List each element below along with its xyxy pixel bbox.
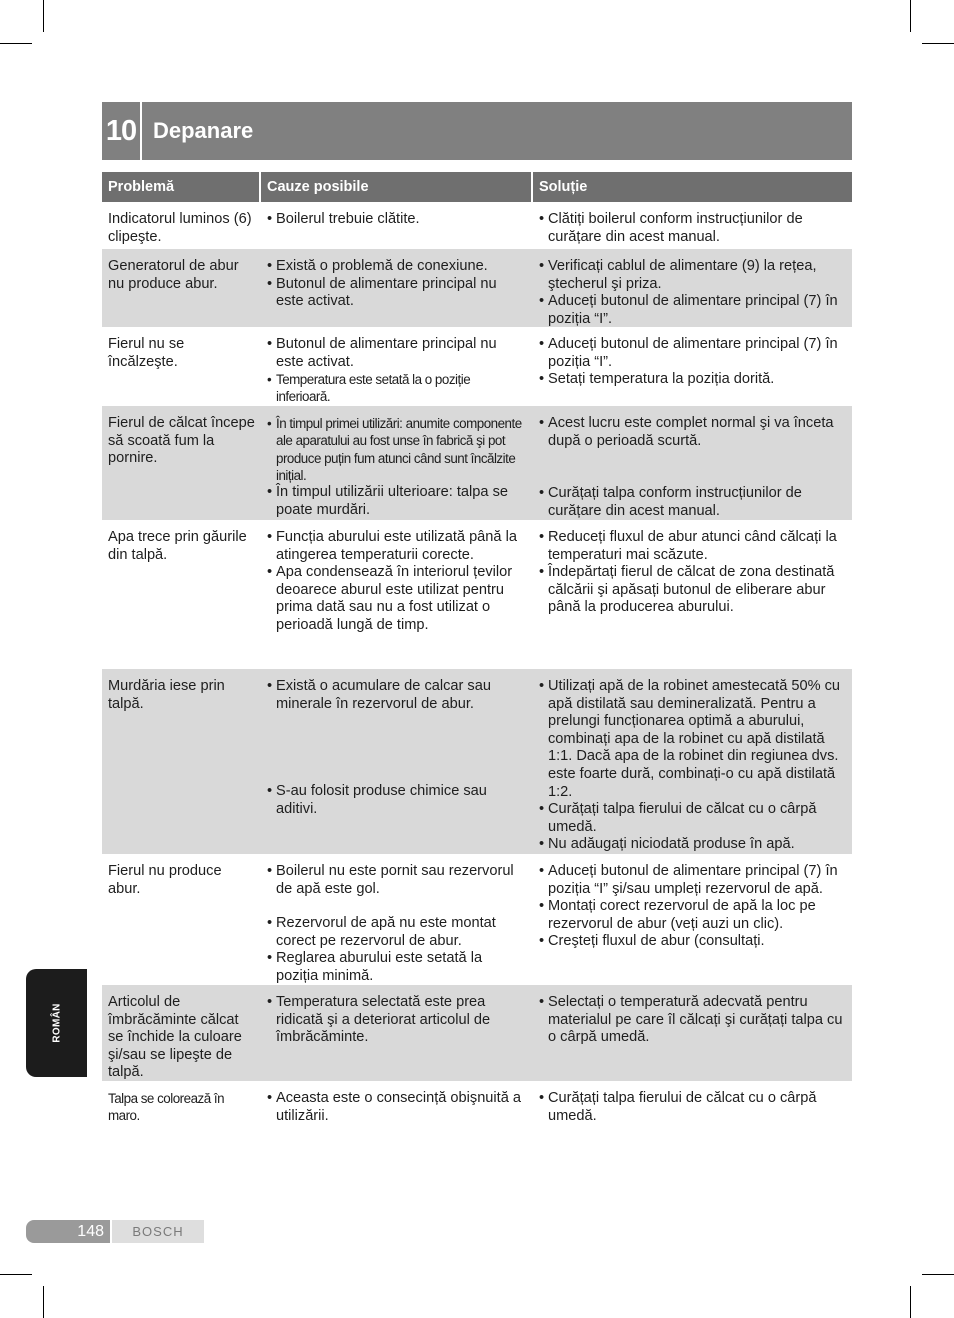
problem-cell: Apa trece prin găurile din talpă. xyxy=(108,529,247,563)
solution-item: • Acest lucru este complet normal şi va înceta după o perioadă scurtă. xyxy=(539,415,848,450)
cause-item: • S-au folosit produse chimice sau aditivi. xyxy=(267,783,527,818)
crop-mark xyxy=(0,1274,32,1275)
causes-cell xyxy=(261,1081,531,1131)
solution-item: • Selectați o temperatură adecvată pentru materialul pe care îl călcați şi curățați talpa cu o cârpă umedă. xyxy=(539,994,848,1047)
solution-item: • Curățați talpa fierului de călcat cu o cârpă umedă. xyxy=(539,1090,848,1125)
cause-item: • Temperatura selectată este prea ridicată şi a deteriorat articolul de îmbrăcăminte. xyxy=(267,994,527,1047)
cause-item: • Rezervorul de apă nu este montat corect pe rezervorul de abur. xyxy=(267,915,527,950)
brand-name: BOSCH xyxy=(112,1220,204,1243)
language-tab xyxy=(26,969,87,1077)
causes-cell xyxy=(261,202,531,249)
crop-mark xyxy=(922,43,954,44)
crop-mark xyxy=(910,1286,911,1318)
cause-item: • Reglarea aburului este setată la poziția minimă. xyxy=(267,950,527,985)
solution-item: • Curățați talpa conform instrucțiunilor de curățare din acest manual. xyxy=(539,485,848,520)
solutions-cell xyxy=(533,327,852,406)
problem-cell: Murdăria iese prin talpă. xyxy=(108,678,225,712)
solutions-cell xyxy=(533,202,852,249)
problem-cell: Fierul de călcat începe să scoată fum la pornire. xyxy=(108,415,255,467)
cause-item: • Aceasta este o consecință obişnuită a utilizării. xyxy=(267,1090,527,1125)
cause-item: • Temperatura este setată la o poziție inferioară. xyxy=(267,371,527,406)
causes-cell xyxy=(261,520,531,669)
causes-cell xyxy=(261,327,531,406)
table-row xyxy=(102,520,852,669)
solution-item: • Utilizați apă de la robinet amestecată 50% cu apă distilată sau demineralizată. Pentru a prelungi funcționarea optimă a aburului, combinați apa de la robinet cu apă distilată 1:1. Dacă apa de la robinet din regiunea dvs. este foarte dură, combinați-o cu apă distilată 1:2. xyxy=(539,678,848,801)
table-row xyxy=(102,854,852,985)
table-row xyxy=(102,406,852,520)
causes-cell xyxy=(261,854,531,985)
solutions-cell xyxy=(533,249,852,327)
solutions-cell xyxy=(533,669,852,854)
crop-mark xyxy=(922,1274,954,1275)
table-header xyxy=(102,172,852,202)
crop-mark xyxy=(43,1286,44,1318)
causes-cell xyxy=(261,669,531,854)
solutions-cell xyxy=(533,406,852,520)
cause-item: • Butonul de alimentare principal nu este activat. xyxy=(267,336,527,371)
solution-item: • Îndepărtați fierul de călcat de zona destinată călcării şi apăsați butonul de eliberare abur până la producerea aburului. xyxy=(539,564,848,617)
problem-cell: Talpa se colorează în maro. xyxy=(108,1091,225,1124)
cause-item: • Funcția aburului este utilizată până la atingerea temperaturii corecte. xyxy=(267,529,527,564)
problem-cell: Generatorul de abur nu produce abur. xyxy=(108,258,239,292)
solution-item: • Setați temperatura la poziția dorită. xyxy=(539,371,848,389)
solutions-cell xyxy=(533,854,852,985)
causes-cell xyxy=(261,406,531,520)
table-row xyxy=(102,669,852,854)
table-row xyxy=(102,249,852,327)
table-row xyxy=(102,327,852,406)
crop-mark xyxy=(43,0,44,32)
solution-item: • Montați corect rezervorul de apă la loc pe rezervorul de abur (veți auzi un clic). xyxy=(539,898,848,933)
problem-cell: Fierul nu produce abur. xyxy=(108,863,222,897)
chapter-number: 10 xyxy=(102,102,142,160)
problem-cell: Indicatorul luminos (6) clipeşte. xyxy=(108,211,252,245)
solution-item: • Aduceți butonul de alimentare principal (7) în poziția “I” şi/sau umpleți rezervorul de apă. xyxy=(539,863,848,898)
solutions-cell xyxy=(533,985,852,1081)
chapter-header xyxy=(102,102,852,160)
causes-cell xyxy=(261,249,531,327)
solutions-cell xyxy=(533,1081,852,1131)
column-header-solutions: Soluție xyxy=(533,172,852,202)
cause-item: • În timpul utilizării ulterioare: talpa se poate murdări. xyxy=(267,484,527,519)
crop-mark xyxy=(0,43,32,44)
page-number: 148 xyxy=(26,1220,110,1243)
causes-cell xyxy=(261,985,531,1081)
solution-item: • Reduceți fluxul de abur atunci când călcați la temperaturi mai scăzute. xyxy=(539,529,848,564)
solution-item: • Nu adăugați niciodată produse în apă. xyxy=(539,836,848,854)
cause-item: • În timpul primei utilizări: anumite componente ale aparatului au fost unse în fabrică şi pot produce puțin fum atunci când sunt încălzite inițial. xyxy=(267,415,527,484)
solution-item: • Clătiți boilerul conform instrucțiunilor de curățare din acest manual. xyxy=(539,211,848,246)
cause-item: • Există o acumulare de calcar sau minerale în rezervorul de abur. xyxy=(267,678,527,713)
chapter-title: Depanare xyxy=(153,118,254,143)
crop-mark xyxy=(910,0,911,32)
cause-item: • Apa condensează în interiorul țevilor deoarece aburul este utilizat pentru prima dată sau nu a fost utilizat o perioadă lungă de timp. xyxy=(267,564,527,634)
problem-cell: Fierul nu se încălzeşte. xyxy=(108,336,185,370)
page-footer xyxy=(26,1220,204,1243)
problem-cell: Articolul de îmbrăcăminte călcat se închide la culoare şi/sau se lipeşte de talpă. xyxy=(108,994,242,1081)
troubleshooting-table xyxy=(102,172,852,1131)
solution-item: • Creşteți fluxul de abur (consultați. xyxy=(539,933,848,951)
cause-item: • Boilerul trebuie clătite. xyxy=(267,211,527,229)
solution-item: • Curățați talpa fierului de călcat cu o cârpă umedă. xyxy=(539,801,848,836)
solution-item: • Aduceți butonul de alimentare principal (7) în poziția “I”. xyxy=(539,336,848,371)
cause-item: • Boilerul nu este pornit sau rezervorul de apă este gol. xyxy=(267,863,527,898)
cause-item: • Butonul de alimentare principal nu este activat. xyxy=(267,276,527,311)
language-tab-label: ROMÂN xyxy=(51,1003,62,1043)
table-row xyxy=(102,985,852,1081)
solutions-cell xyxy=(533,520,852,669)
cause-item: • Există o problemă de conexiune. xyxy=(267,258,527,276)
solution-item: • Aduceți butonul de alimentare principal (7) în poziția “I”. xyxy=(539,293,848,328)
table-row xyxy=(102,1081,852,1131)
column-header-problem: Problemă xyxy=(102,172,259,202)
column-header-causes: Cauze posibile xyxy=(261,172,531,202)
solution-item: • Verificați cablul de alimentare (9) la rețea, ştecherul şi priza. xyxy=(539,258,848,293)
table-row xyxy=(102,202,852,249)
